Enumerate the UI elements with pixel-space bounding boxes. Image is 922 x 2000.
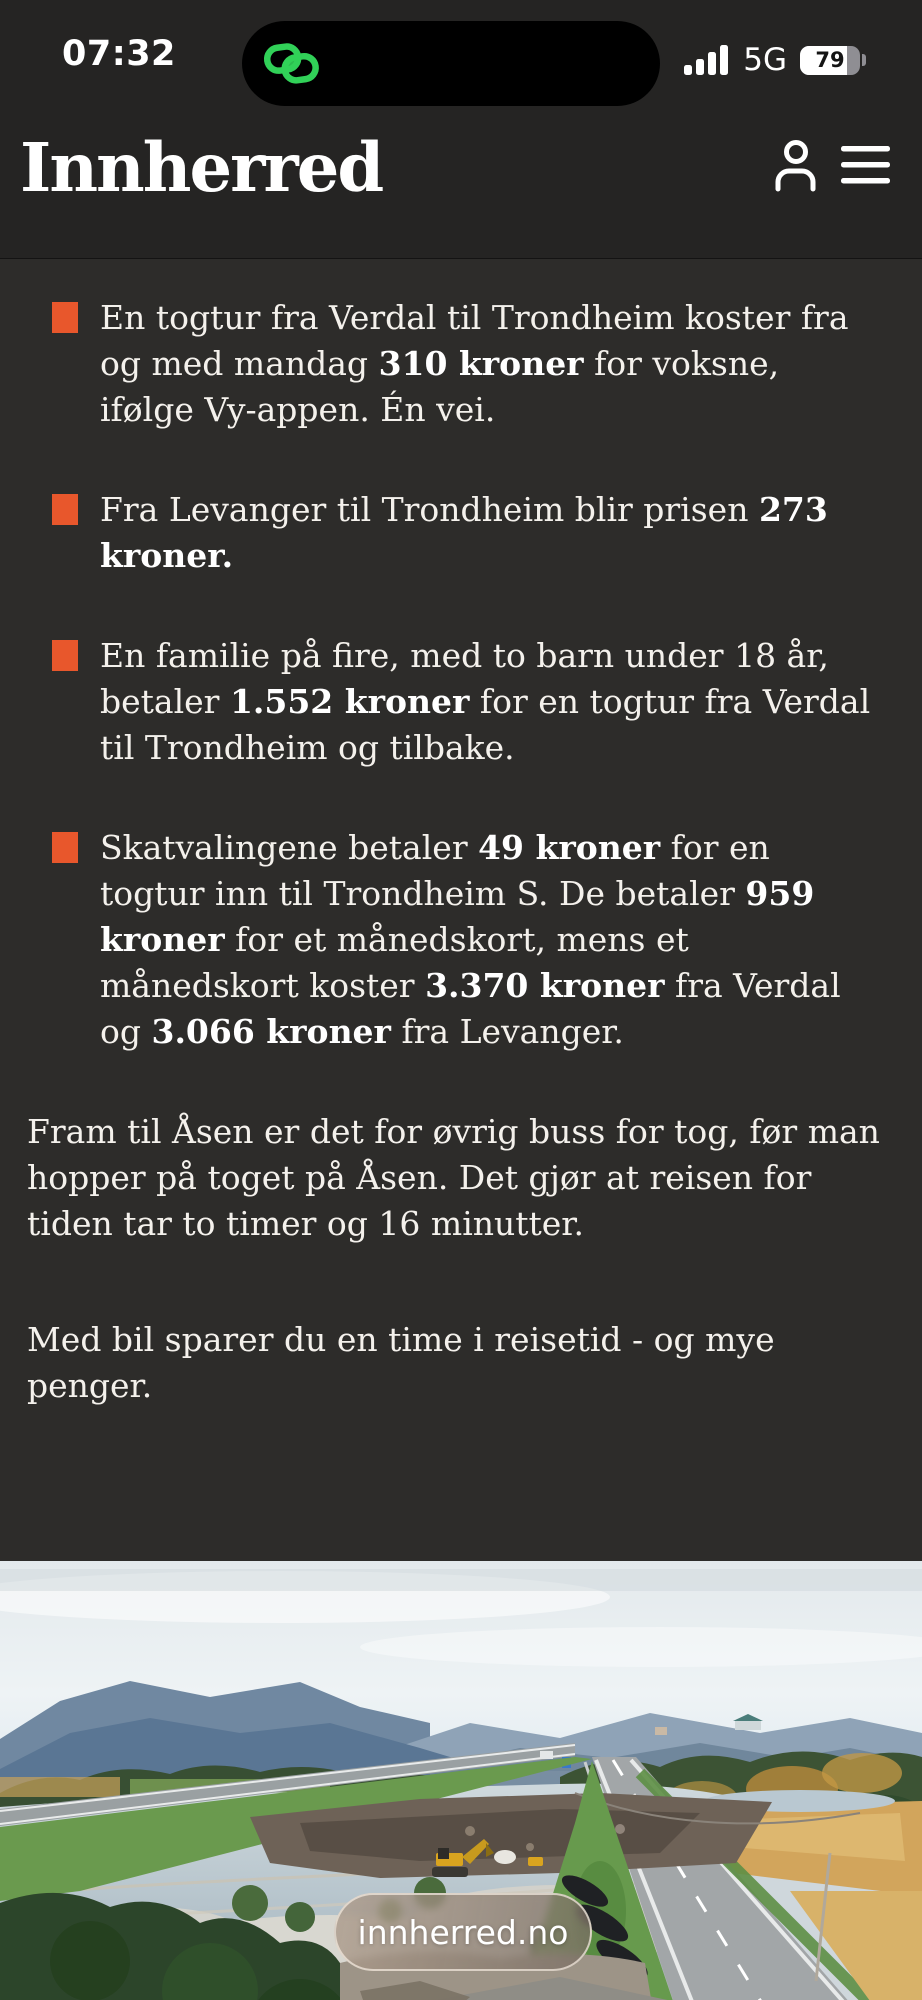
bullet-square-icon — [52, 640, 78, 671]
dynamic-island[interactable] — [242, 21, 660, 106]
logo-innherred[interactable]: Innherred — [20, 128, 383, 207]
bullet-square-icon — [52, 832, 78, 863]
paragraph: Med bil sparer du en time i reisetid - og mye penger. — [27, 1320, 775, 1405]
battery-cap — [862, 54, 866, 66]
bullet-square-icon — [52, 494, 78, 525]
status-bar — [0, 0, 922, 110]
article-body — [0, 259, 922, 1409]
clock: 07:32 — [62, 34, 176, 74]
bullet-text: En familie på fire, med to barn under 18 år, betaler 1.552 kroner for en togtur fra Verdal til Trondheim og tilbake. — [100, 636, 871, 767]
paragraph: Fram til Åsen er det for øvrig buss for tog, før man hopper på toget på Åsen. Det gjør at reisen for tiden tar to timer og 16 minutter. — [27, 1112, 880, 1243]
hamburger-menu-icon — [841, 144, 890, 186]
person-icon — [772, 138, 819, 192]
menu-button[interactable] — [841, 144, 890, 189]
network-type-label: 5G — [743, 42, 787, 78]
article-photo[interactable] — [0, 1561, 922, 2000]
article-paragraphs — [27, 1109, 895, 1409]
status-indicators — [684, 42, 866, 78]
link-rings-icon — [262, 38, 320, 90]
signal-strength-icon — [684, 45, 730, 75]
bullet-text: Skatvalingene betaler 49 kroner for en togtur inn til Trondheim S. De betaler 959 kroner for et månedskort, mens et månedskort koster 3.370 kroner fra Verdal og 3.066 kroner fra Levanger. — [100, 828, 841, 1051]
bullet-item — [52, 295, 895, 433]
bullet-square-icon — [52, 302, 78, 333]
watermark-badge: innherred.no — [334, 1893, 592, 1971]
profile-button[interactable] — [772, 138, 819, 195]
bullet-item — [52, 633, 895, 771]
site-header — [0, 110, 922, 259]
fact-bullet-list — [27, 295, 895, 1055]
bullet-item — [52, 487, 895, 579]
battery-percent: 79 — [815, 48, 845, 72]
bullet-text: Fra Levanger til Trondheim blir prisen 273 kroner. — [100, 490, 828, 575]
battery-indicator — [800, 46, 866, 75]
bullet-text: En togtur fra Verdal til Trondheim koster fra og med mandag 310 kroner for voksne, ifølge Vy-appen. Én vei. — [100, 298, 849, 429]
bullet-item — [52, 825, 895, 1055]
